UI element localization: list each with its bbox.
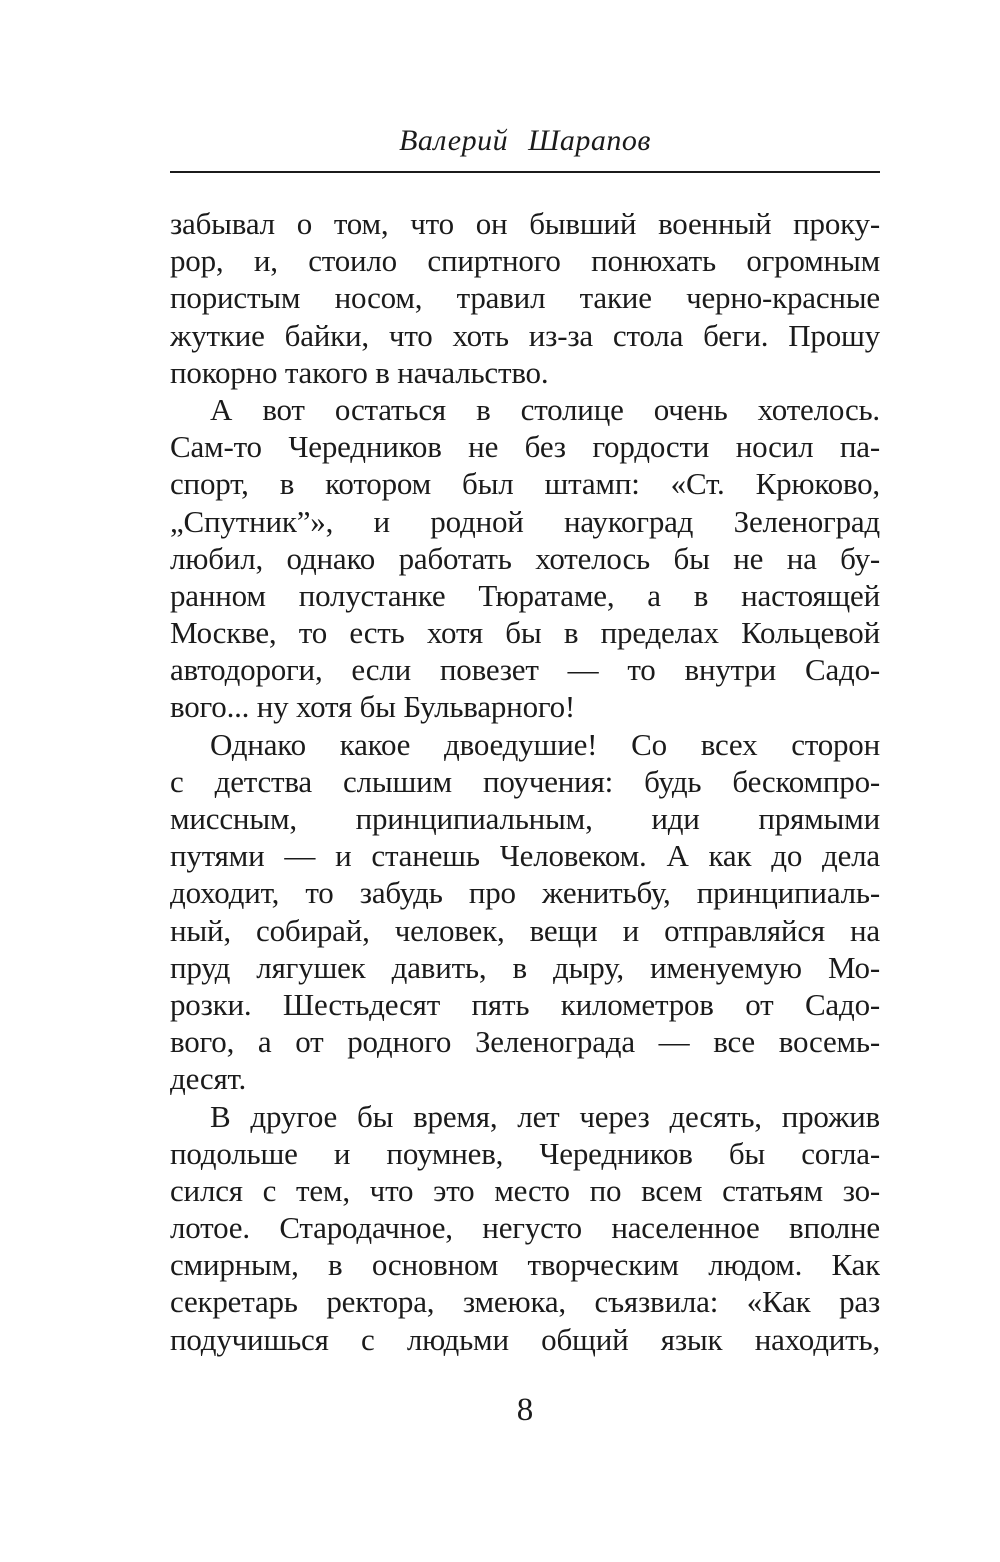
text-line: вого... ну хотя бы Бульварного! [170,689,576,725]
text-line: лотое. Стародачное, негусто населенное вполне [170,1210,880,1246]
text-line: рор, и, стоило спиртного понюхать огромным [170,243,880,279]
text-line: миссным, принципиальным, иди прямыми [170,801,880,836]
text-line: покорно такого в начальство. [170,354,549,390]
text-line: „Спутник”», и родной наукоград Зеленоград [170,503,880,539]
text-line: пористым носом, травил такие черно-красные [170,280,880,316]
text-line: смирным, в основном творческим людом. Как [170,1247,880,1283]
text-line: Сам-то Чередников не без гордости носил па- [170,429,880,465]
running-head-author: Валерий Шарапов [399,124,651,157]
text-line: десят. [170,1061,247,1097]
header-rule [170,171,880,173]
page-body [170,205,880,1358]
text-line: ный, собирай, человек, вещи и отправляйся на [170,912,880,948]
text-line: подольше и поумнев, Чередников бы согла- [170,1135,880,1171]
text-line: любил, однако работать хотелось бы не на бу- [170,540,880,576]
text-line: Москве, то есть хотя бы в пределах Кольцевой [170,615,880,651]
text-line: А вот остаться в столице очень хотелось. [210,391,880,427]
text-line: Однако какое двоедушие! Со всех сторон [210,726,880,762]
text-line: доходит, то забудь про женитьбу, принципиаль- [170,875,880,911]
text-line: спорт, в котором был штамп: «Ст. Крюково, [170,466,880,502]
text-line: подучишься с людьми общий язык находить, [170,1321,880,1357]
text-line: ранном полустанке Тюратаме, а в настоящей [170,577,880,613]
text-line: забывал о том, что он бывший военный проку- [170,206,880,241]
text-line: путями — и станешь Человеком. А как до дела [170,838,880,874]
paragraph [170,1098,880,1358]
text-line: пруд лягушек давить, в дыру, именуемую Мо- [170,949,880,985]
text-line: секретарь ректора, змеюка, съязвила: «Как раз [170,1284,880,1320]
text-line: В другое бы время, лет через десять, прожив [210,1098,880,1134]
paragraph [170,205,880,391]
page-number: 8 [516,1392,534,1428]
text-line: с детства слышим поучения: будь бескомпро- [170,763,880,799]
paragraph [170,726,880,1098]
text-line: вого, а от родного Зеленограда — все восемь- [170,1024,880,1060]
text-line: автодороги, если повезет — то внутри Садо- [170,652,880,688]
text-line: сился с тем, что это место по всем статьям зо- [170,1172,880,1208]
text-line: розки. Шестьдесят пять километров от Садо- [170,986,880,1022]
text-line: жуткие байки, что хоть из-за стола беги. Прошу [170,317,880,353]
paragraph [170,391,880,726]
